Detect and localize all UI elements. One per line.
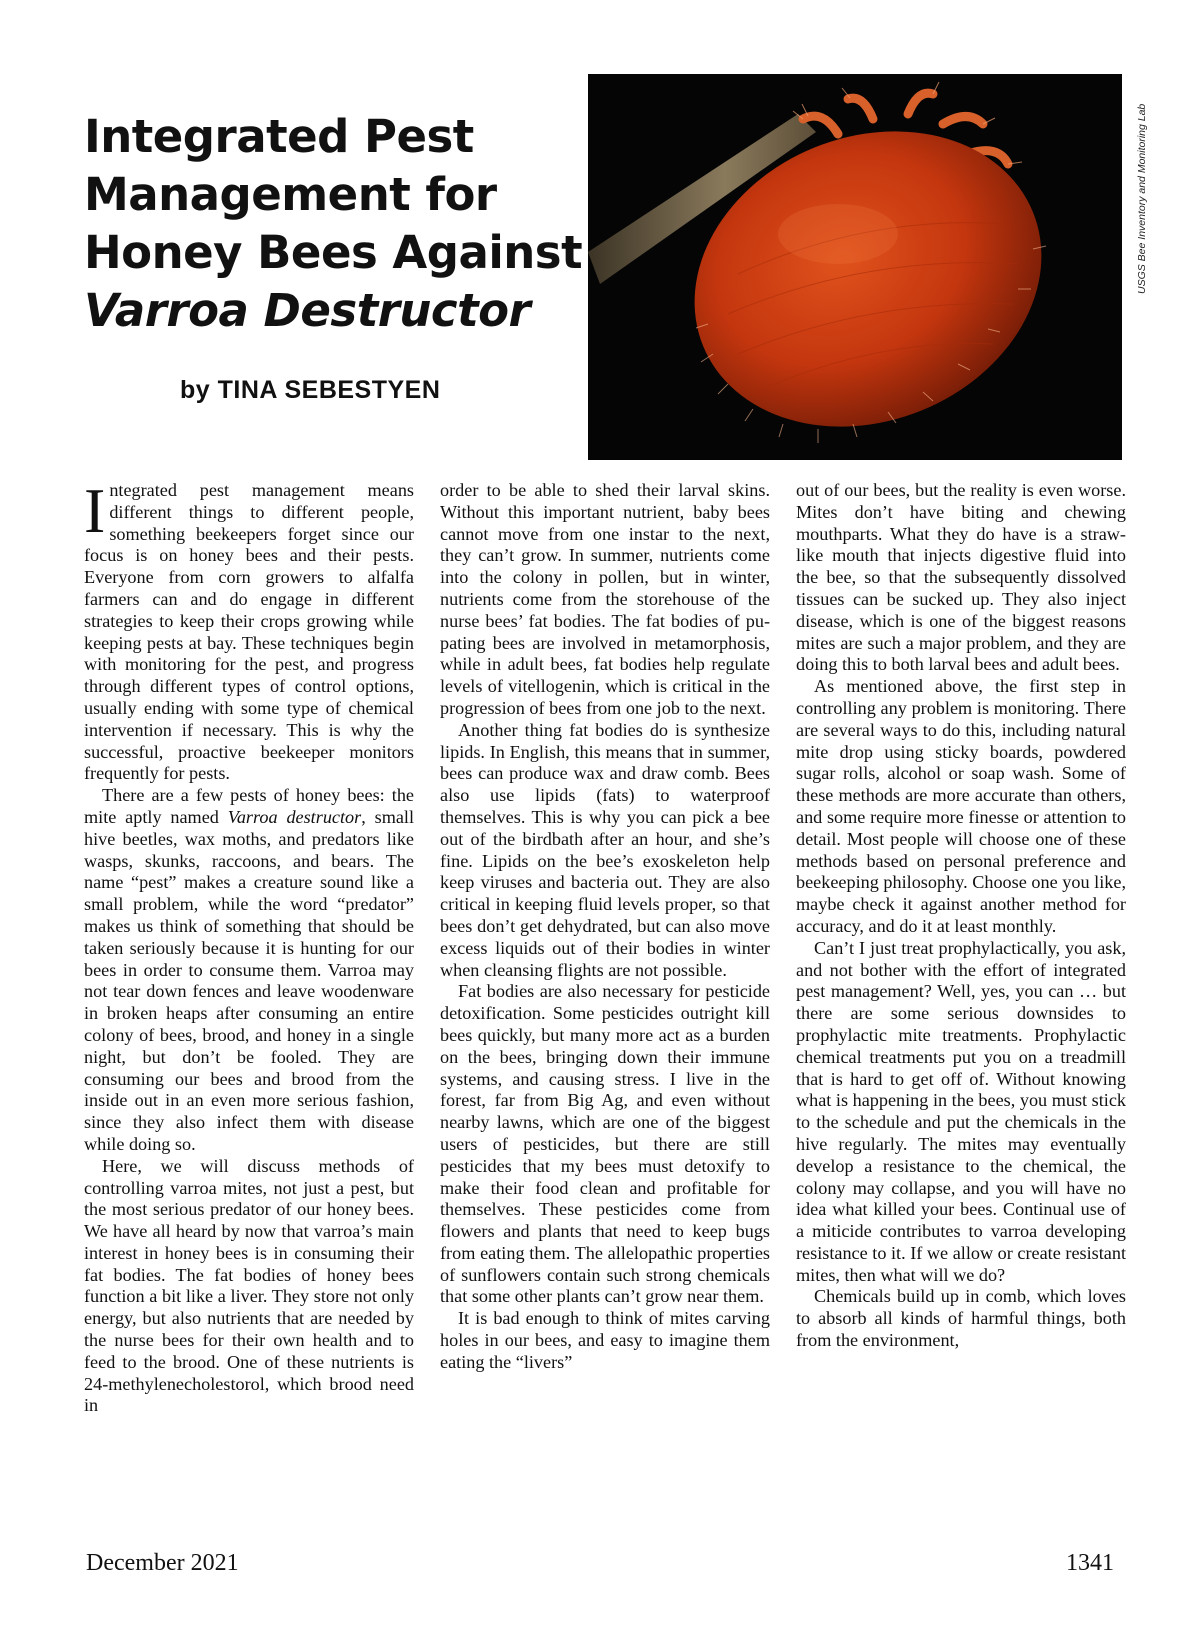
paragraph-text: , small hive beetles, wax moths, and predators like wasps, skunks, raccoons, and bears. The name “pest” makes a creature sound like a small problem, while the word “predator” makes us think of something that should be taken seriously because it is hunting for our bees in order to consume them. Varroa may not tear down fences and leave woodenware in broken heaps after consuming an entire colony of bees, brood, and honey in a single night, but don’t be fooled. They are consuming our bees and brood from the inside out in an even more serious fashion, since they also infect them with disease while doing so. (84, 806, 415, 1154)
paragraph-text: There are a few pests of honey bees: the mite aptly named (84, 785, 414, 827)
varroa-mite-photo (588, 74, 1122, 460)
article-title (84, 108, 583, 340)
title-line: Management for (84, 168, 497, 221)
text-column-3 (796, 480, 1126, 1352)
paragraph: Fat bodies are also necessary for pesticide detoxification. Some pesticides outright kill bees quickly, but many more act as a burden on the bees, bringing down their immune systems, and causing stress. I live in the forest, far from Big Ag, and even without nearby lawns, which are one of the biggest users of pesticides, but there are still pesticides that my bees must detoxify to make their food clean and profitable for themselves. These pesticides come from flowers and plants that need to keep bugs from eating them. The allelopathic properties of sunflowers contain such strong chemicals that some other plants can’t grow near them. (440, 981, 770, 1307)
drop-cap: I (84, 475, 106, 546)
photo-credit-text: USGS Bee Inventory and Monitoring Lab (1136, 103, 1148, 294)
paragraph: As mentioned above, the first step in controlling any problem is monitoring. There are several ways to do this, including natural mite drop using sticky boards, powdered sugar rolls, alcohol or soap wash. Some of these methods are more accurate than others, and some require more finesse or attention to detail. Most people will choose one of these methods based on personal preference and beekeeping philosophy. Choose one you like, maybe check it against another method for accuracy, and do it at least monthly. (796, 676, 1126, 936)
varroa-mite-illustration (588, 74, 1122, 460)
paragraph: Another thing fat bodies do is synthesize lipids. In English, this means that in summer, bees can produce wax and draw comb. Bees also use lipids (fats) to waterproof themselves. This is why you can pick a bee out of the birdbath after an hour, and she’s fine. Lipids on the bee’s exoskeleton help keep viruses and bacteria out. They are also critical in keeping fluid levels proper, so that bees don’t get dehydrated, but can also move excess liquids out of their bodies in winter when cleansing flights are not possible. (440, 719, 770, 980)
photo-credit (1126, 74, 1146, 294)
species-name: Varroa destructor (227, 806, 362, 827)
paragraph: It is bad enough to think of mites carving holes in our bees, and easy to imagine them eating the “livers” (440, 1308, 770, 1372)
paragraph (84, 475, 414, 785)
paragraph: Can’t I just treat prophylactically, you ask, and not bother with the effort of integrated pest management? Well, yes, you can … but there are some serious downsides to prophylactic mite treatments. Prophylactic chemical treatments put you on a treadmill that is hard to get off of. Without knowing what is happening in the bees, you must stick to the schedule and put the chemicals in the hive regularly. The mites may eventually develop a resistance to the chemical, the colony may collapse, and you will have no idea what killed your bees. Continual use of a miticide contributes to varroa developing resistance to it. If we allow or create resistant mites, then what will we do? (796, 937, 1126, 1285)
paragraph (84, 785, 414, 1156)
text-column-1 (84, 475, 415, 1417)
page-number: 1341 (1066, 1550, 1114, 1576)
title-line: Honey Bees Against (84, 226, 583, 279)
paragraph: out of our bees, but the reality is even worse. Mites don’t have biting and chewing mouthparts. What they do have is a straw-like mouth that injects digestive fluid into the bee, so that the subsequently dissolved tissues can be sucked up. They also inject disease, which is one of the biggest reasons mites are such a major problem, and they are doing this to both larval bees and adult bees. (796, 480, 1126, 675)
text-column-2 (440, 480, 770, 1374)
paragraph: Here, we will discuss methods of controlling varroa mites, not just a pest, but the most serious predator of our honey bees. We have all heard by now that varroa’s main interest in honey bees is in consuming their fat bodies. The fat bodies of honey bees function a bit like a liver. They store not only energy, but also nutrients that are needed by the nurse bees for their own health and to feed to the brood. One of these nutrients is 24-methylenecholestorol, which brood need in (84, 1155, 414, 1416)
paragraph: Chemicals build up in comb, which loves to absorb all kinds of harmful things, both from the environment, (796, 1286, 1126, 1351)
title-line-italic: Varroa Destructor (84, 284, 531, 337)
byline: by TINA SEBESTYEN (180, 376, 441, 404)
paragraph: order to be able to shed their larval skins. Without this important nutrient, baby bees cannot move from one instar to the next, they can’t grow. In summer, nutrients come into the colony in pollen, but in winter, nutrients come from the storehouse of the nurse bees’ fat bodies. The fat bodies of pupating bees are involved in metamorphosis, while in adult bees, fat bodies help regulate levels of vitellogenin, which is critical in the progression of bees from one job to the next. (440, 480, 770, 718)
footer-date: December 2021 (86, 1550, 239, 1576)
paragraph-text: ntegrated pest management means different things to different people, something beekeepers forget since our focus is on honey bees and their pests. Everyone from corn growers to alfalfa farmers can and do engage in different strategies to keep their crops growing while keeping pests at bay. These techniques begin with monitoring for the pest, and progress through different types of control options, usually ending with some type of chemical intervention if necessary. This is why the successful, proactive beekeeper monitors frequently for pests. (84, 480, 414, 784)
title-line: Integrated Pest (84, 110, 474, 163)
